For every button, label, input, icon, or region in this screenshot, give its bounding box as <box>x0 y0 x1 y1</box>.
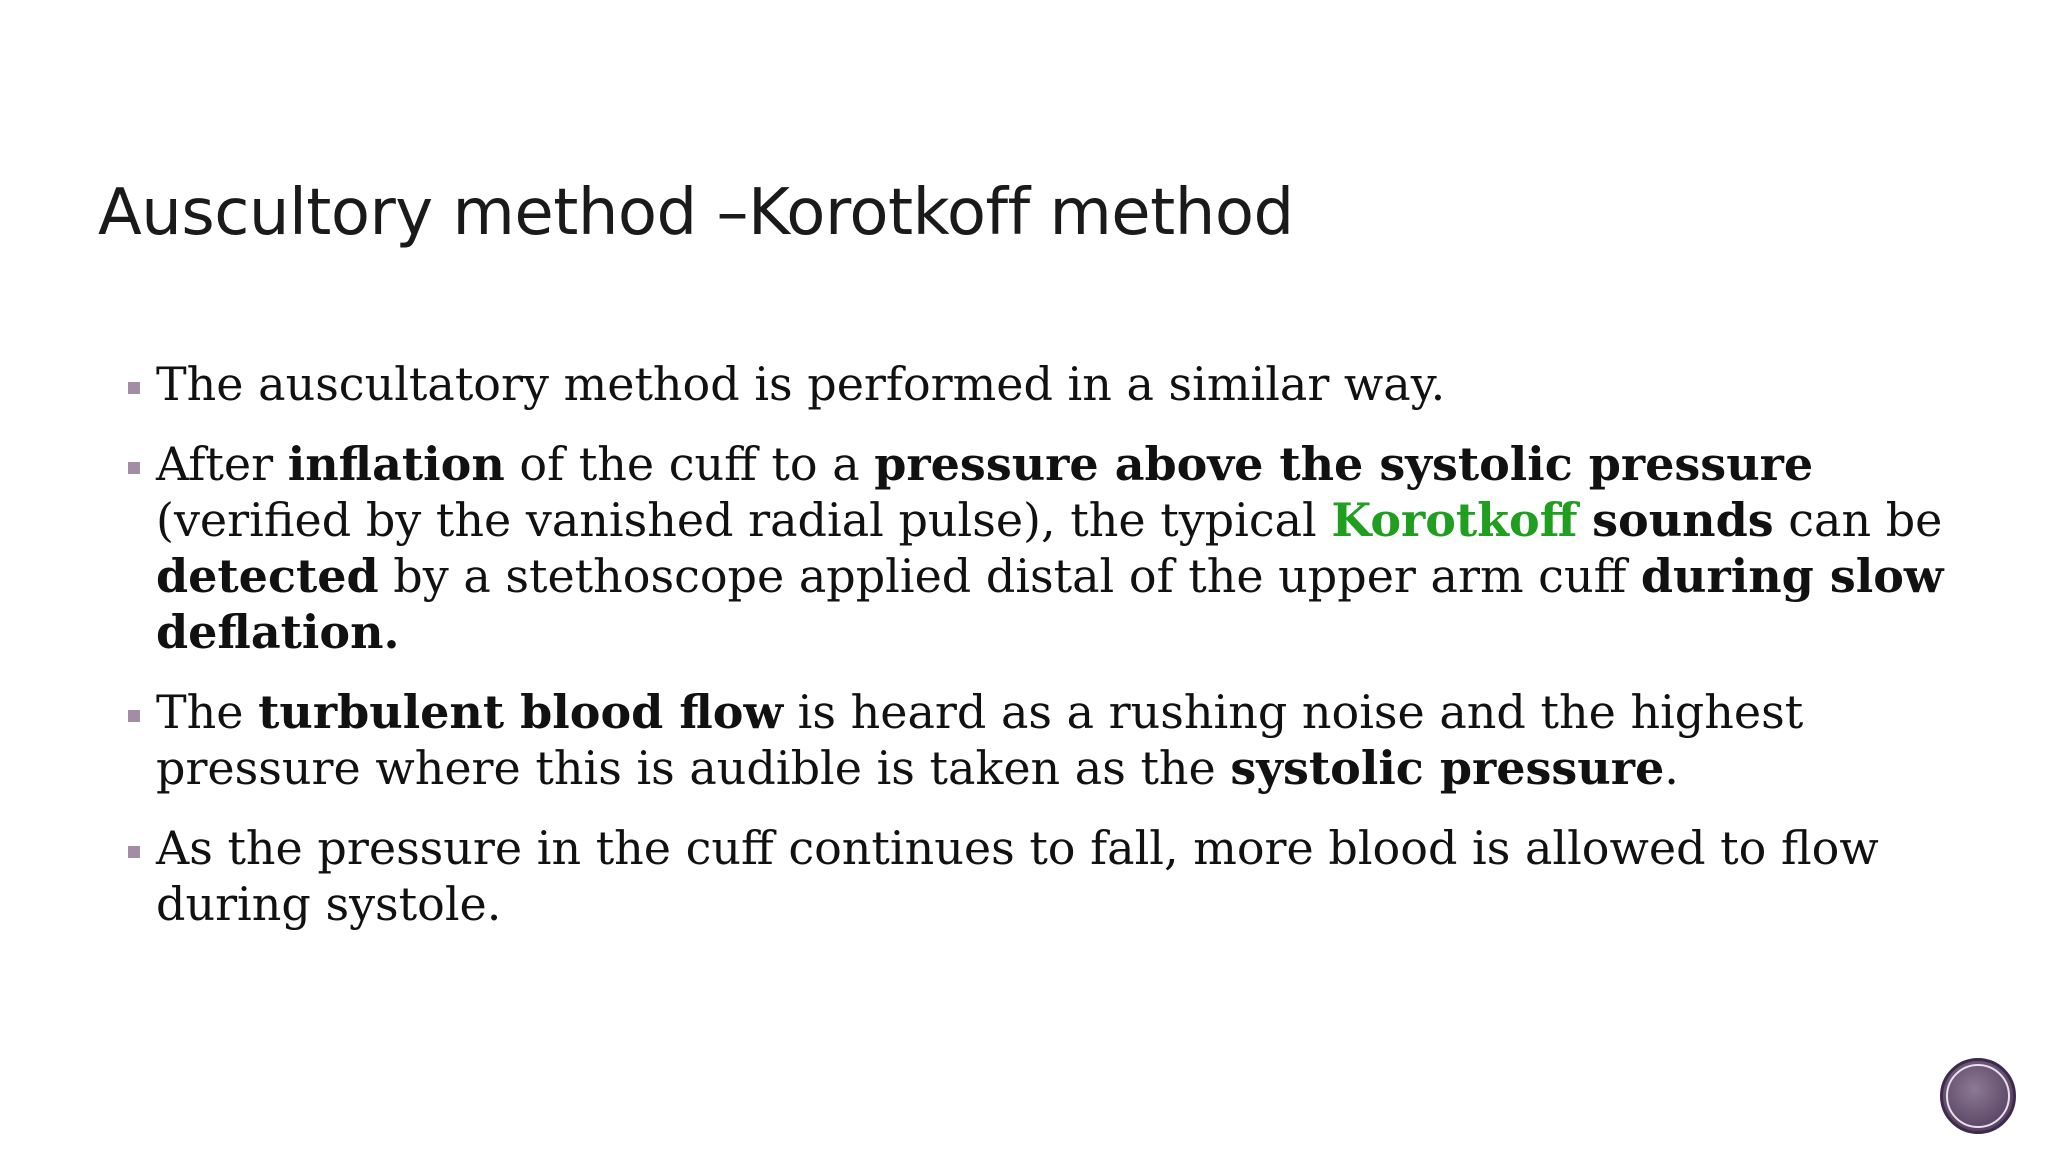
square-bullet-icon <box>128 710 140 722</box>
bullet-text: can be <box>1773 493 1943 547</box>
bullet-item-3 <box>128 684 1948 796</box>
bullet-text: by a stethoscope applied distal of the upper arm cuff <box>378 549 1641 603</box>
bullet-text <box>1578 493 1593 547</box>
bold-text: pressure above the systolic pressure <box>874 437 1814 491</box>
nav-button-ring <box>1946 1064 2010 1128</box>
bullet-text: is heard as a rushing noise and the highest pressure where this is audible is taken as the <box>156 685 1804 795</box>
bold-text: detected <box>156 549 379 603</box>
bullet-item-4 <box>128 820 1948 932</box>
circle-nav-icon[interactable] <box>1940 1058 2016 1134</box>
bullet-text: of the cuff to a <box>504 437 875 491</box>
bullet-text: After <box>156 437 288 491</box>
square-bullet-icon <box>128 462 140 474</box>
bold-text: systolic pressure <box>1230 741 1665 795</box>
bullet-text: The <box>156 685 259 739</box>
slide-title: Auscultory method –Korotkoff method <box>98 176 1294 250</box>
bold-text: during slow deflation. <box>156 549 1944 659</box>
bullet-list <box>128 356 1948 956</box>
bullet-text: (verified by the vanished radial pulse), the typical <box>156 493 1332 547</box>
bold-text: turbulent blood flow <box>258 685 784 739</box>
bullet-item-2 <box>128 436 1948 660</box>
bullet-text: As the pressure in the cuff continues to fall, more blood is allowed to flow during systole. <box>156 821 1879 931</box>
bold-text: inflation <box>287 437 505 491</box>
square-bullet-icon <box>128 846 140 858</box>
square-bullet-icon <box>128 382 140 394</box>
highlight-text: Korotkoff <box>1331 493 1578 547</box>
bold-text: sounds <box>1592 493 1774 547</box>
bullet-item-1 <box>128 356 1948 412</box>
bullet-text: The auscultatory method is performed in a similar way. <box>156 357 1446 411</box>
bullet-text: . <box>1664 741 1679 795</box>
